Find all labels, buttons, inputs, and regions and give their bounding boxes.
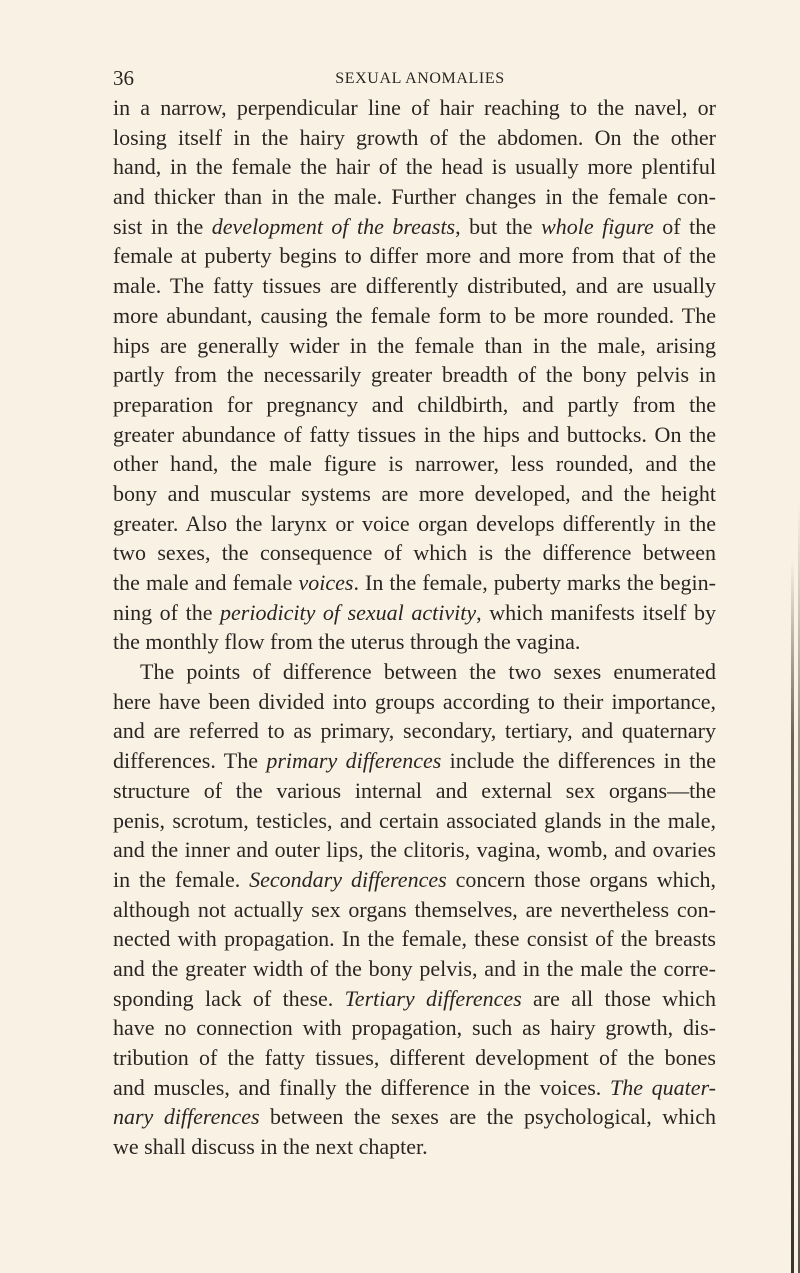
- text-segment: bony and muscular systems are more developed, and the height: [113, 480, 716, 506]
- text-segment: we shall discuss in the next chapter.: [113, 1134, 428, 1160]
- text-line: [113, 538, 716, 568]
- text-line: [113, 1073, 716, 1103]
- text-segment: concern those organs which,: [446, 866, 716, 892]
- text-line: [113, 865, 716, 895]
- text-line: [113, 806, 716, 836]
- text-segment: ning of the: [113, 599, 221, 625]
- text-segment: , but the: [455, 213, 542, 239]
- text-segment: hand, in the female the hair of the head is usually more plentiful: [113, 154, 716, 180]
- italic-term: periodicity of sexual activity: [220, 599, 477, 625]
- text-line: [113, 1102, 716, 1132]
- text-segment: in the female.: [113, 866, 250, 892]
- text-segment: and the greater width of the bony pelvis, and in the male the corre-: [113, 955, 716, 981]
- text-segment: the monthly flow from the uterus through the vagina.: [113, 629, 581, 655]
- text-segment: more abundant, causing the female form to be more rounded. The: [113, 302, 716, 328]
- text-line: [113, 301, 716, 331]
- text-segment: include the differences in the: [441, 748, 717, 774]
- text-segment: two sexes, the consequence of which is the difference between: [113, 540, 716, 566]
- text-line: [113, 152, 716, 182]
- text-line: [113, 716, 716, 746]
- text-line: [113, 479, 716, 509]
- text-segment: greater. Also the larynx or voice organ develops differently in the: [113, 510, 716, 536]
- text-segment: and are referred to as primary, secondary, tertiary, and quaternary: [113, 718, 716, 744]
- text-line: [113, 212, 716, 242]
- text-segment: losing itself in the hairy growth of the abdomen. On the other: [113, 124, 716, 150]
- text-segment: structure of the various internal and external sex organs—the: [113, 777, 716, 803]
- text-segment: although not actually sex organs themselves, are nevertheless con-: [113, 896, 716, 922]
- page-number: 36: [113, 66, 134, 90]
- text-line: [113, 420, 716, 450]
- text-line: [113, 123, 716, 153]
- italic-term: voices: [298, 570, 354, 595]
- text-line: [113, 509, 716, 539]
- text-segment: differences. The: [113, 748, 267, 774]
- text-segment: tribution of the fatty tissues, different development of the bones: [113, 1045, 716, 1070]
- text-segment: of the: [653, 213, 716, 239]
- text-segment: in a narrow, perpendicular line of hair reaching to the navel, or: [113, 95, 716, 120]
- text-line: [113, 449, 716, 479]
- text-segment: partly from the necessarily greater breadth of the bony pelvis in: [113, 362, 716, 388]
- text-line: [113, 390, 716, 420]
- text-segment: , which manifests itself by: [476, 599, 716, 625]
- italic-term: The quater-: [609, 1074, 717, 1100]
- text-line: [113, 1132, 716, 1162]
- italic-term: primary differences: [266, 748, 442, 774]
- text-segment: The points of difference between the two sexes enumerated: [140, 659, 716, 685]
- text-line: [113, 271, 716, 301]
- text-segment: male. The fatty tissues are differently distributed, and are usually: [113, 273, 716, 299]
- text-line: [113, 93, 716, 123]
- text-line: [113, 360, 716, 390]
- text-line: [113, 657, 716, 687]
- body-text: [113, 93, 716, 1162]
- text-line: [113, 627, 716, 657]
- italic-term: nary differences: [113, 1104, 260, 1130]
- book-binding-edge: [791, 560, 794, 1273]
- text-segment: hips are generally wider in the female than in the male, arising: [113, 332, 716, 358]
- text-segment: here have been divided into groups according to their importance,: [113, 688, 716, 714]
- text-line: [113, 835, 716, 865]
- text-segment: greater abundance of fatty tissues in the hips and buttocks. On the: [113, 421, 716, 447]
- italic-term: whole figure: [541, 213, 654, 239]
- text-segment: have no connection with propagation, such as hairy growth, dis-: [113, 1015, 716, 1041]
- text-line: [113, 1043, 716, 1073]
- text-line: [113, 182, 716, 212]
- text-line: [113, 331, 716, 361]
- italic-term: development of the breasts: [211, 213, 456, 239]
- text-segment: and muscles, and finally the difference in the voices.: [113, 1074, 610, 1100]
- text-segment: female at puberty begins to differ more and more from that of the: [113, 243, 716, 269]
- text-line: [113, 895, 716, 925]
- text-segment: and thicker than in the male. Further changes in the female con-: [113, 184, 716, 210]
- italic-term: Tertiary differences: [344, 985, 522, 1011]
- text-line: [113, 241, 716, 271]
- text-segment: . In the female, puberty marks the begin-: [353, 570, 716, 595]
- text-line: [113, 954, 716, 984]
- text-line: [113, 984, 716, 1014]
- text-segment: and the inner and outer lips, the clitoris, vagina, womb, and ovaries: [113, 837, 716, 863]
- text-line: [113, 598, 716, 628]
- text-segment: between the sexes are the psychological, which: [259, 1104, 717, 1130]
- text-segment: are all those which: [521, 985, 716, 1011]
- text-segment: penis, scrotum, testicles, and certain associated glands in the male,: [113, 807, 716, 833]
- text-segment: other hand, the male figure is narrower, less rounded, and the: [113, 451, 716, 477]
- text-line: [113, 746, 716, 776]
- text-line: [113, 1013, 716, 1043]
- text-line: [113, 924, 716, 954]
- text-segment: the male and female: [113, 570, 299, 595]
- text-segment: sponding lack of these.: [113, 985, 345, 1011]
- text-line: [113, 776, 716, 806]
- text-segment: preparation for pregnancy and childbirth, and partly from the: [113, 391, 716, 417]
- italic-term: Secondary differences: [249, 866, 447, 892]
- running-title: SEXUAL ANOMALIES: [335, 70, 505, 87]
- text-line: [113, 568, 716, 598]
- text-segment: nected with propagation. In the female, these consist of the breasts: [113, 926, 716, 952]
- text-segment: sist in the: [113, 213, 212, 239]
- text-line: [113, 687, 716, 717]
